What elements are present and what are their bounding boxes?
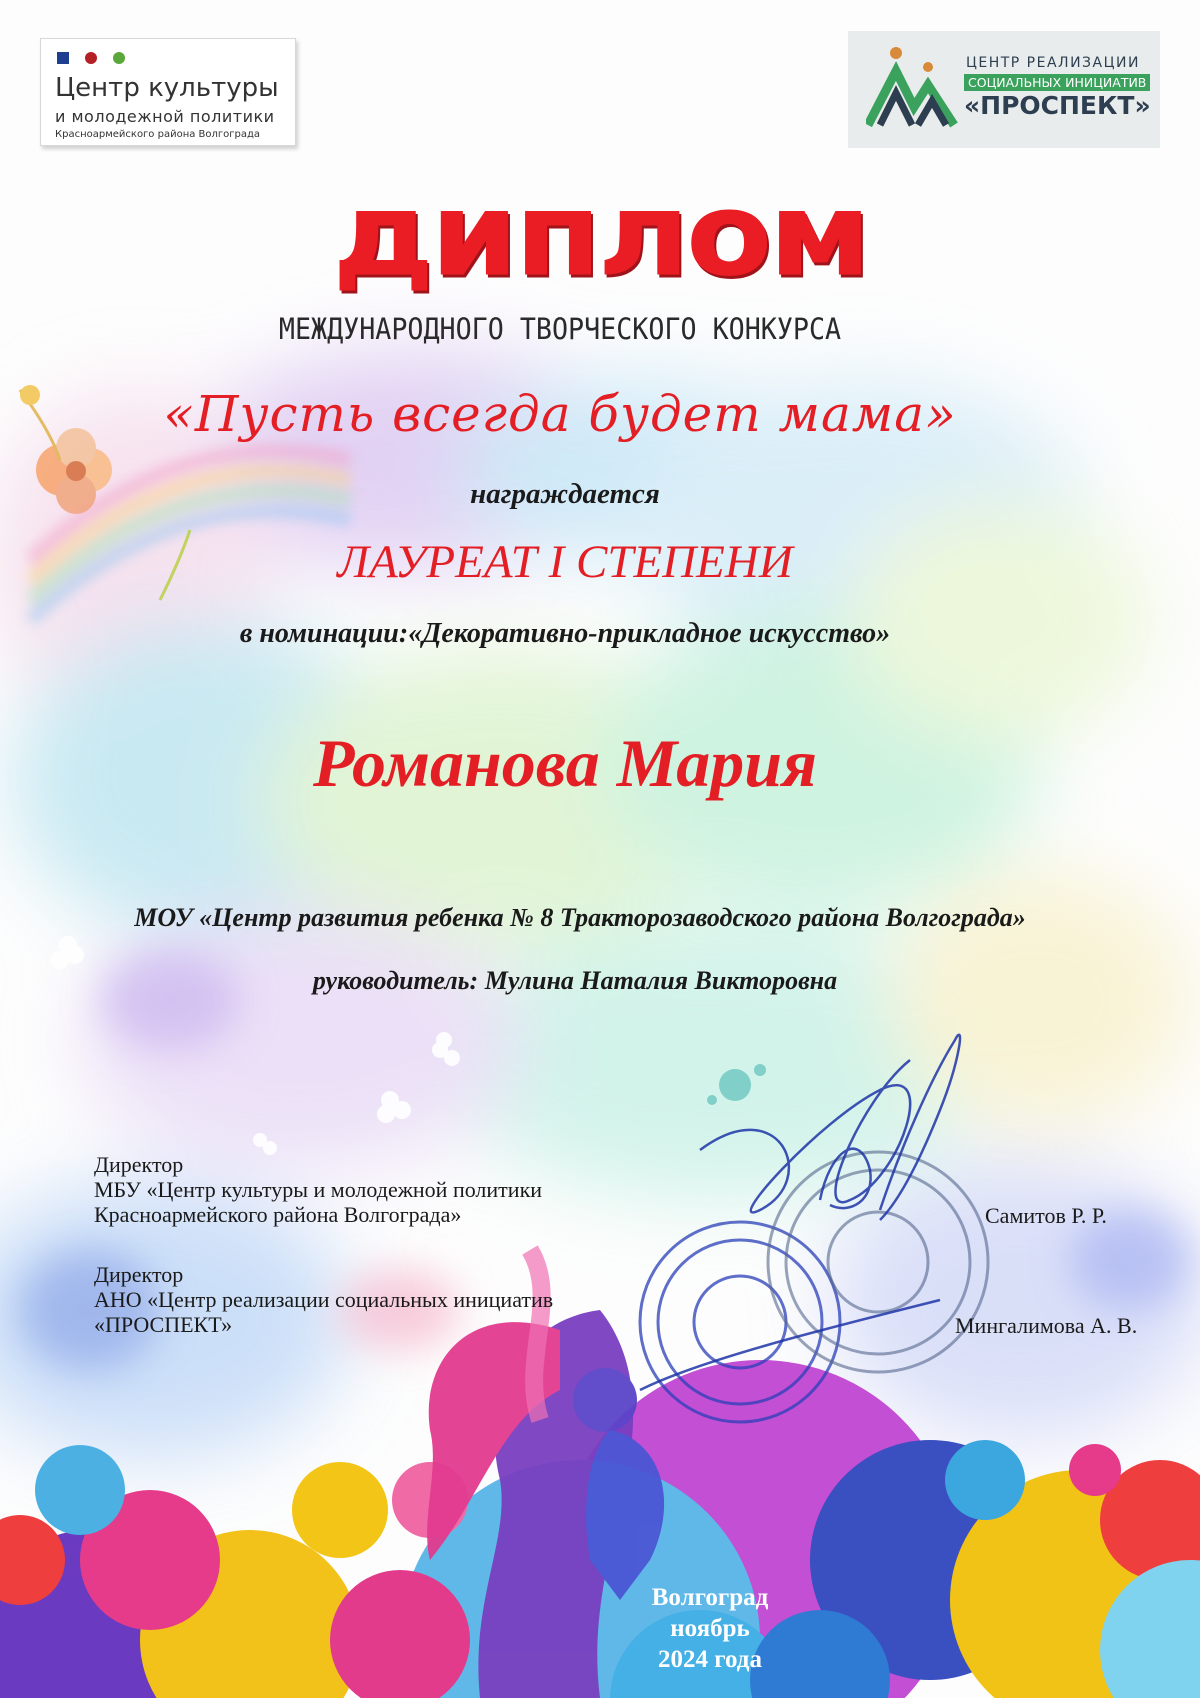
logo-left-line3: Красноармейского района Волгограда [55,129,261,140]
signature-org-line2: Красноармейского района Волгограда» [94,1202,462,1227]
awarded-label: награждается [470,478,660,510]
signature-block-1 [94,1152,542,1227]
contest-subtitle: МЕЖДУНАРОДНОГО ТВОРЧЕСКОГО КОНКУРСА [278,312,842,346]
footer-place-date [640,1582,780,1675]
footer-year: 2024 года [658,1646,762,1673]
signature-role: Директор [94,1152,184,1177]
logo-square-icon [57,52,69,64]
footer-city: Волгоград [651,1584,769,1611]
signature-name-1: Самитов Р. Р. [985,1203,1107,1228]
logo-dot-icon [85,52,97,64]
logo-prospekt [848,31,1160,148]
logo-right-line3: «ПРОСПЕКТ» [964,91,1151,120]
signature-block-2 [94,1262,553,1337]
logo-right-line2: СОЦИАЛЬНЫХ ИНИЦИАТИВ [964,74,1150,91]
award-degree: ЛАУРЕАТ I СТЕПЕНИ [337,536,793,588]
logo-culture-center [40,38,296,146]
recipient-name: Романова Мария [312,725,818,801]
contest-name: «Пусть всегда будет мама» [163,385,957,443]
nomination: в номинации:«Декоративно-прикладное искусство» [239,618,891,649]
logo-dots [57,51,141,69]
recipient-organization: МОУ «Центр развития ребенка № 8 Тракторозаводского района Волгограда» [134,903,1026,932]
recipient-leader: руководитель: Мулина Наталия Викторовна [312,966,838,995]
signature-role: Директор [94,1262,184,1287]
signature-org-line2: «ПРОСПЕКТ» [94,1312,233,1337]
prospekt-mountain-icon [866,45,958,131]
signature-org-line1: МБУ «Центр культуры и молодежной политики [94,1177,543,1202]
logo-left-line1: Центр культуры [55,73,279,103]
logo-left-line2: и молодежной политики [55,107,275,126]
logo-right-line1: ЦЕНТР РЕАЛИЗАЦИИ [966,55,1140,71]
logo-dot-icon [113,52,125,64]
signature-name-2: Мингалимова А. В. [955,1313,1138,1338]
footer-month: ноябрь [670,1615,750,1642]
diploma-title: диплом [332,166,868,303]
signature-org-line1: АНО «Центр реализации социальных инициатив [94,1287,554,1312]
